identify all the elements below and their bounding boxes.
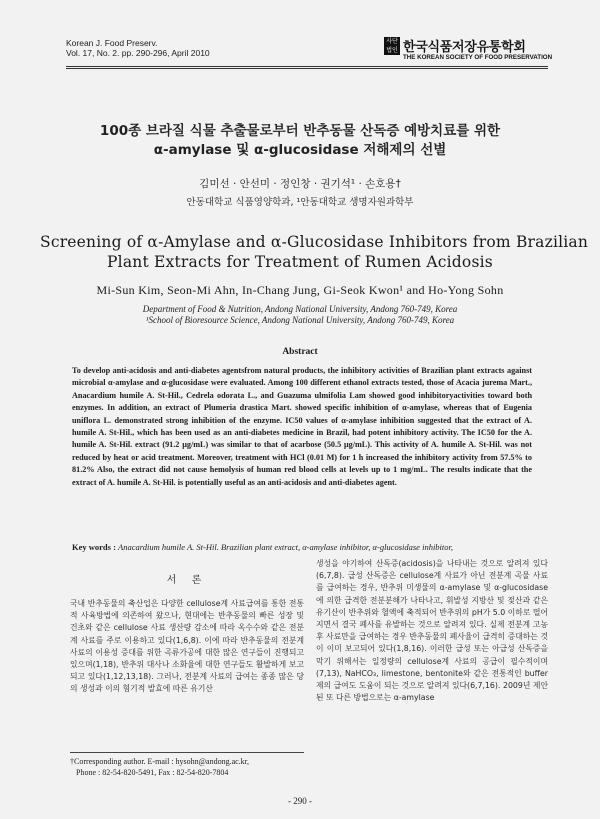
- korean-authors: 김미선 · 안선미 · 정인창 · 권기석¹ · 손호용†: [199, 178, 401, 190]
- corresponding-author-footnote: [70, 756, 310, 778]
- english-authors: Mi-Sun Kim, Seon-Mi Ahn, In-Chang Jung, Gi-Seok Kwon¹ and Ho-Yong Sohn: [96, 283, 504, 297]
- korean-affiliation: 안동대학교 식품영양학과, ¹안동대학교 생명자원과학부: [186, 197, 414, 208]
- header-rule-top: [66, 66, 548, 67]
- abstract-heading: Abstract: [282, 347, 318, 357]
- introduction-heading: 서 론: [166, 575, 208, 586]
- korean-title: [40, 122, 560, 160]
- header-rule-bottom: [66, 68, 548, 69]
- page-number: - 290 -: [288, 796, 312, 806]
- footnote-rule: [70, 752, 304, 753]
- korean-title-line1: 100종 브라질 식물 추출물로부터 반추동물 산독증 예방치료를 위한: [99, 123, 501, 139]
- footnote-line2: Phone : 82-54-820-5491, Fax : 82-54-820-7804: [76, 768, 229, 777]
- keywords: [72, 542, 552, 552]
- english-title-line2: Plant Extracts for Treatment of Rumen Acidosis: [107, 253, 493, 271]
- english-affiliation-1: Department of Food & Nutrition, Andong National University, Andong 760-749, Korea: [142, 304, 458, 314]
- logo-english-name: THE KOREAN SOCIETY OF FOOD PRESERVATION: [403, 54, 553, 61]
- journal-name: Korean J. Food Preserv.: [66, 38, 158, 48]
- logo-badge: 사단법인: [384, 37, 400, 55]
- introduction-right-column: 생성을 야기하여 산독증(acidosis)을 나타내는 것으로 알려져 있다(6,7,8). 급성 산독증은 cellulose계 사료가 아닌 전분계 곡물 사료를 급여하는 경우, 반추위 미생물의 α-amylase 및 α-glucosidase에 의한 급격한 전분분해가 나타나고, 휘발성 지방산 및 젖산과 같은 유기산이 반추위와 혈액에 축적되어 반추위의 pH가 5.0 이하로 떨어지면서 결국 폐사를 유발하는 것으로 알려져 있다. 실제 전분계 고농후 사료만을 급여하는 경우 반추동물의 폐사율이 급격히 증대하는 것이 이미 보고되어 있다(1,8,16). 이러한 급성 또는 아급성 산독증을 막기 위해서는 일정량의 cellulose계 사료의 공급이 필수적이며(7,13), NaHCO₃, limestone, bentonite와 같은 전통적인 buffer제의 급여도 도움이 되는 것으로 알려져 있다(6,7,16). 2009년 제안된 또 다른 방법으로는 α-amylase: [316, 559, 548, 703]
- english-title: [40, 232, 589, 272]
- society-logo: [384, 36, 553, 64]
- introduction-left-column: 국내 반추동물의 축산업은 다양한 cellulose계 사료급여를 통한 전통적 사육방법에 의존하여 왔으나, 현대에는 반추동물의 빠른 성장 및 건초와 같은 cellulose 사료 생산량 감소에 따라 옥수수와 같은 전분계 사료를 주로 이용하고 있다(1,6,8). 이에 따라 반추동물의 전분계 사료의 이용성 증대를 위한 곡류가공에 대한 많은 연구들이 진행되고 있으며(1,18), 반추위 대사나 소화율에 대한 연구들도 활발하게 보고되고 있다(1,12,13,18). 그러나, 전분계 사료의 급여는 종종 많은 당의 생성과 이의 혐기적 발효에 따른 유기산: [70, 599, 304, 694]
- english-affiliations: [40, 304, 560, 326]
- keywords-label: Key words :: [72, 542, 116, 552]
- korean-title-line2: α-amylase 및 α-glucosidase 저해제의 선별: [153, 142, 447, 158]
- journal-citation: [66, 38, 210, 58]
- abstract-text: To develop anti-acidosis and anti-diabetes agentsfrom natural products, the inhibitory activities of Brazilian plant extracts against microbial α-amylase and α-glucosidase were evaluated. Among 100 different ethanol extracts tested, those of Acacia jurema Mart., Anacardium humile A. St-Hil., Cedrela odorata L., and Guazuma ulmifolia Lam showed good inhibitoryactivities toward both enzymes. In addition, an extract of Plumeria drastica Mart. showed specific inhibition of α-amylase, whereas that of Eugenia uniflora L. demonstrated strong inhibition of the enzyme. IC50 values of α-amylase inhibition suggested that the extract of A. humile A. St-Hil., which has been used as an anti-diabetes medicine in Brazil, had potent inhibitory activity. The IC50 for the A. humile A. St-Hil. extract (91.2 μg/mL) was similar to that of acarbose (50.5 μg/mL). This activity of A. humile A. St-Hil. was not reduced by heat or acid treatment. Moreover, treatment with HCl (0.01 M) for 1 h increased the inhibitory activity from 57.5% to 81.2% Also, the extract did not cause hemolysis of human red blood cells at levels up to 1 mg/mL. The results indicate that the extract of A. humile A. St-Hil. is potentially useful as an anti-acidosis and anti-diabetes agent.: [72, 366, 532, 487]
- journal-volume: Vol. 17, No. 2. pp. 290-296, April 2010: [66, 48, 210, 58]
- logo-korean-name: 한국식품저장유통학회: [403, 40, 526, 55]
- english-title-line1: Screening of α-Amylase and α-Glucosidase Inhibitors from Brazilian: [40, 233, 589, 251]
- english-affiliation-2: ¹School of Bioresource Science, Andong National University, Andong 760-749, Korea: [145, 315, 455, 325]
- footnote-line1: †Corresponding author. E-mail : hysohn@andong.ac.kr,: [70, 757, 250, 766]
- keywords-text: Anacardium humile A. St-Hil. Brazilian plant extract, α-amylase inhibitor, α-glucosidase inhibitor,: [118, 542, 454, 552]
